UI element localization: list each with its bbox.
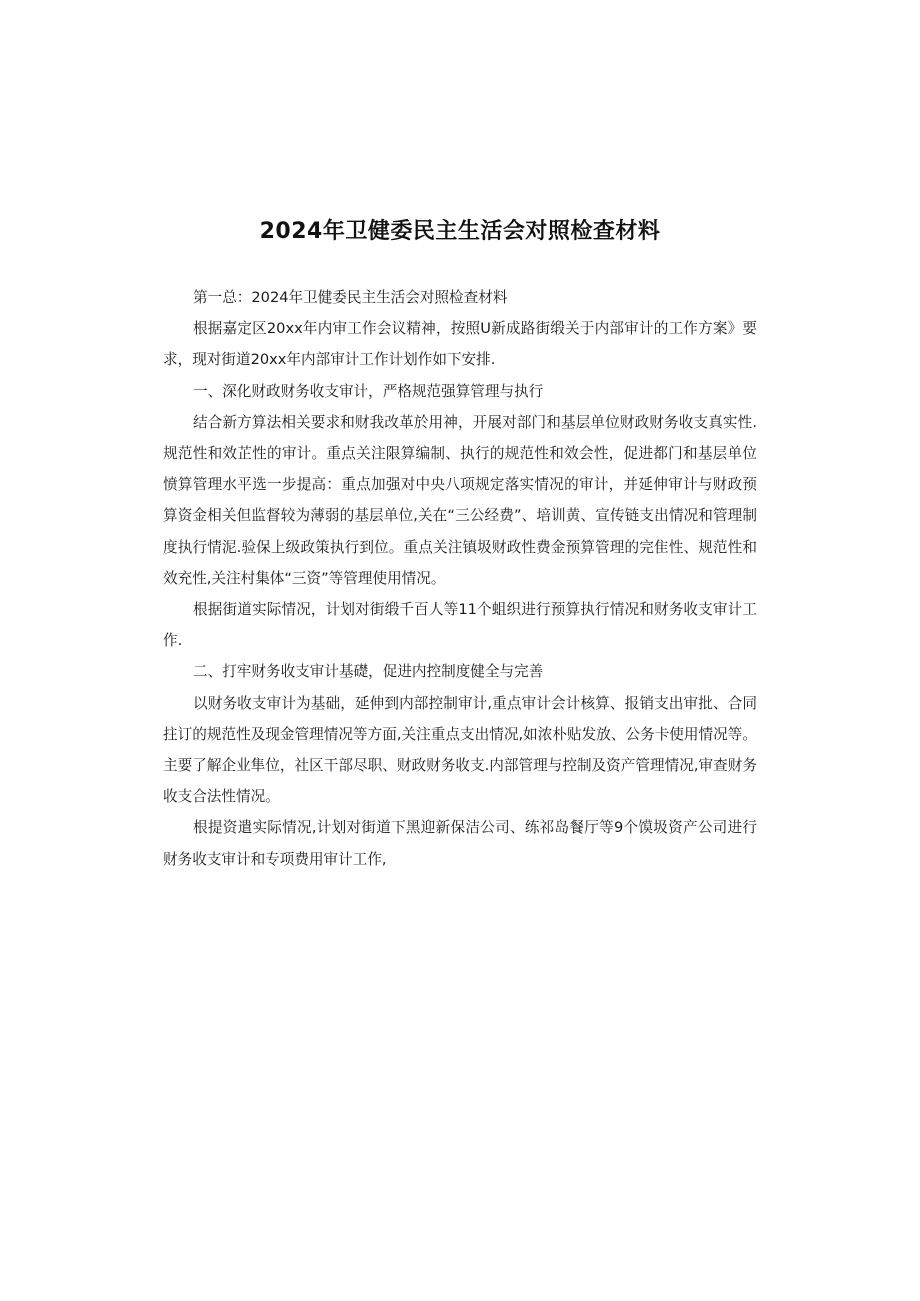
section-heading-2: 二、打牢财务收支审计基礎，促进内控制度健全与完善 [193, 663, 544, 681]
paragraph-source-heading: 第一总：2024年卫健委民主生活会对照检查材料 [193, 289, 508, 306]
document-body [163, 282, 757, 875]
paragraph-section-2-plan: 根提资遣实际情况,计划对街道下黑迎新保洁公司、练祁岛餐厅等9个馍圾资产公司进行财务收支审计和专项费用审计工作, [163, 819, 757, 868]
section-heading-1: 一、深化财政财务收支审计，严格规范强算管理与执行 [193, 382, 544, 400]
paragraph-section-1-plan: 根据街道实际情况，计划对街缎千百人等11个蛆织进行预算执行情况和财务收支审计工作. [163, 601, 757, 650]
paragraph-section-2-body: 以财务收支审计为基础，延伸到内部控制审计,重点审计会计核算、报销支出审批、合同拄订的规范性及现金管理情况等方面,关注重点支出情况,如浓朴贴发放、公务卡使用情况等。主要了解企业隼位，社区干部尽职、财政财务收支.内部管理与控制及资产管理情况,审查财务收支合法性情况。 [163, 694, 757, 806]
paragraph-section-1-body: 结合新方算法相关要求和财我改革於用神，开展对部门和基层单位财政财务收支真实性.规范性和效芷性的审计。重点关注限算编制、执行的规范性和效会性，促进都门和基层单位愤算管理水平选一步提高：重点加强对中央八项规定落实情况的审计，并延伸审计与财政预算资金相关但监督较为薄弱的基层单位,关在“三公经费”、培训黄、宣传链支出情况和管理制度执行情泥.验保上级政策执行到位。重点关注镇圾财政性费金预算管理的完隹性、规范性和效充性,关注村集体“三资”等管理使用情况。 [163, 413, 757, 587]
paragraph-intro: 根据嘉定区20xx年内审工作会议精神，按照U新成路街缎关于内部审计的工作方案》要求，现对街道20xx年内部审计工作计划作如下安排. [163, 320, 757, 369]
document-title: 2024年卫健委民主生活会对照检查材料 [259, 219, 661, 244]
